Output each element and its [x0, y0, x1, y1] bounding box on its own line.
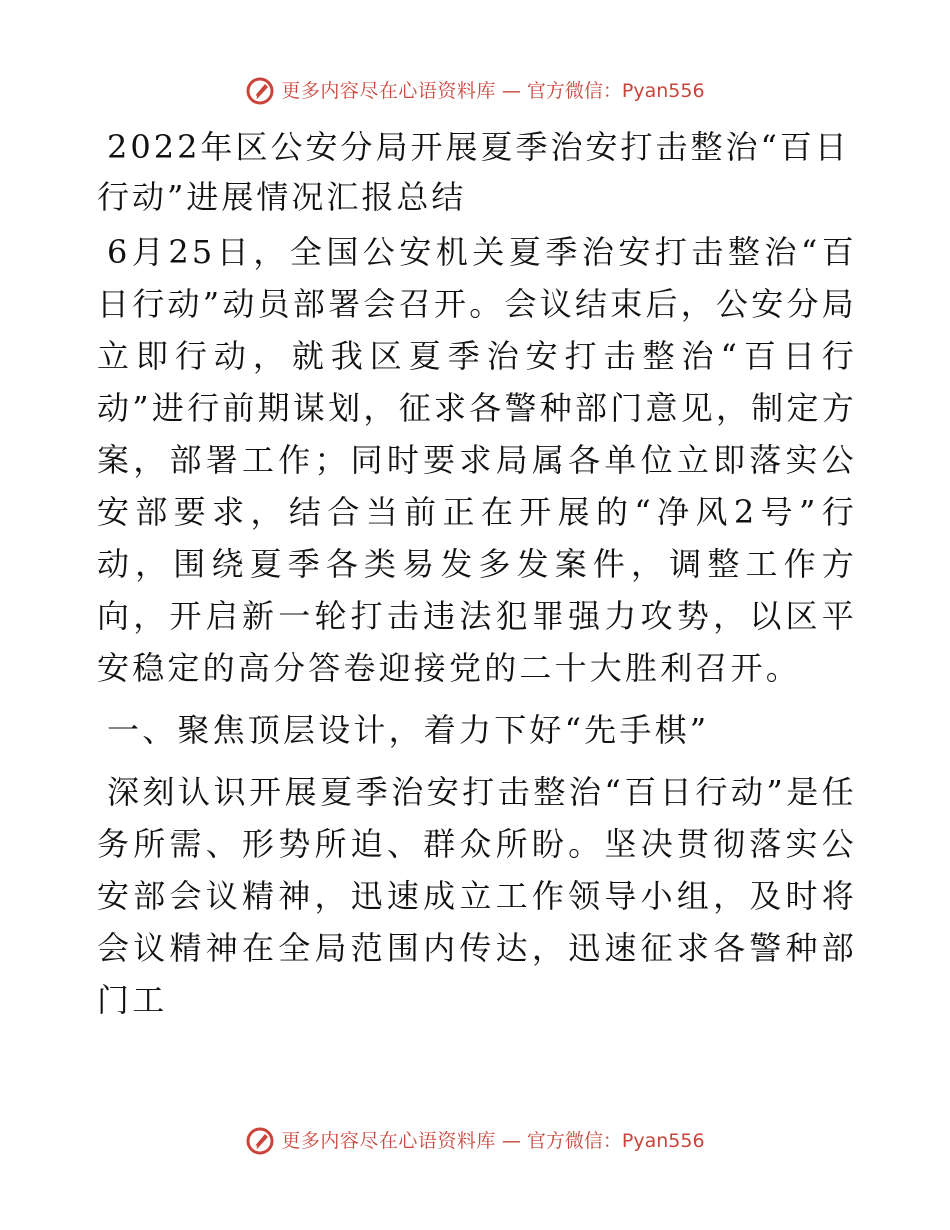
section-paragraph: 深刻认识开展夏季治安打击整治“百日行动”是任务所需、形势所迫、群众所盼。坚决贯彻落实公安部会议精神，迅速成立工作领导小组，及时将会议精神在全局范围内传达，迅速征求各警种部门工: [97, 773, 857, 1019]
document-body: [97, 122, 857, 1036]
header-watermark: [0, 76, 950, 106]
watermark-wechat-text: 官方微信：Pyan556: [526, 1130, 705, 1152]
pen-logo-icon: [245, 76, 275, 106]
intro-paragraph: 6月25日，全国公安机关夏季治安打击整治“百日行动”动员部署会召开。会议结束后，公安分局立即行动，就我区夏季治安打击整治“百日行动”进行前期谋划，征求各警种部门意见，制定方案，部署工作；同时要求局属各单位立即落实公安部要求，结合当前正在开展的“净风2号”行动，围绕夏季各类易发多发案件，调整工作方向，开启新一轮打击违法犯罪强力攻势，以区平安稳定的高分答卷迎接党的二十大胜利召开。: [97, 233, 857, 687]
document-title: 2022年区公安分局开展夏季治安打击整治“百日行动”进展情况汇报总结: [97, 128, 850, 216]
section-heading: 一、聚焦顶层设计，着力下好“先手棋”: [107, 711, 710, 749]
watermark-site-text: 更多内容尽在心语资料库: [281, 80, 496, 102]
watermark-dash: —: [501, 80, 521, 102]
watermark-dash: —: [501, 1130, 521, 1152]
footer-watermark: [0, 1126, 950, 1156]
pen-logo-icon: [245, 1126, 275, 1156]
watermark-site-text: 更多内容尽在心语资料库: [281, 1130, 496, 1152]
watermark-wechat-text: 官方微信：Pyan556: [526, 80, 705, 102]
